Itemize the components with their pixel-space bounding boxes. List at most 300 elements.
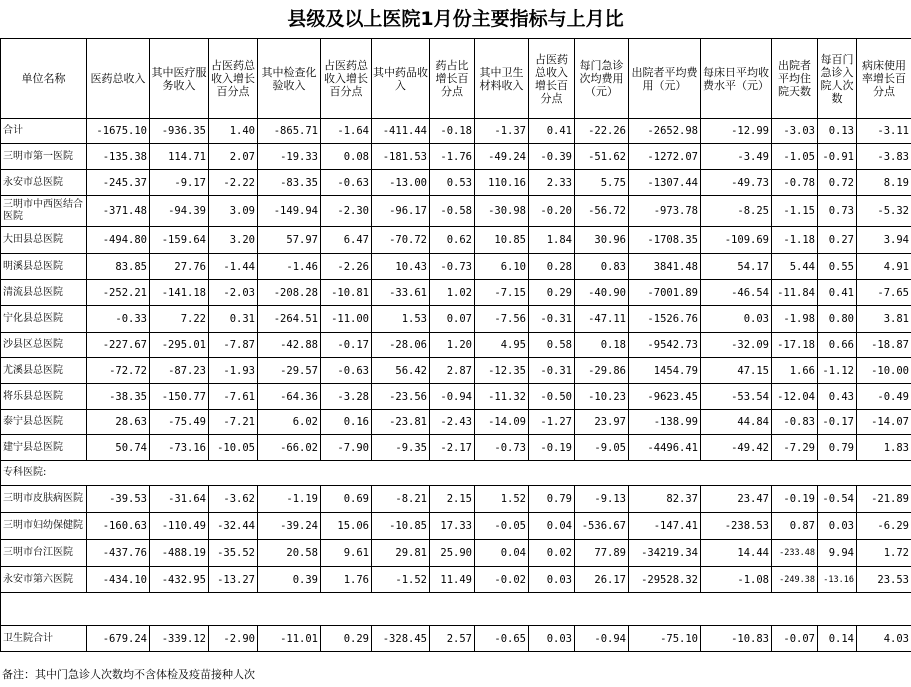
value-cell: 3.09 — [209, 196, 258, 227]
value-cell: -109.69 — [701, 227, 772, 254]
table-row — [1, 410, 911, 435]
value-cell: -35.52 — [209, 540, 258, 567]
section-row — [1, 461, 911, 486]
value-cell: -7.15 — [475, 280, 529, 306]
header-row — [1, 39, 911, 119]
value-cell: -432.95 — [150, 567, 209, 593]
value-cell: 0.72 — [818, 170, 857, 196]
value-cell: -11.32 — [475, 384, 529, 410]
unit-name-cell: 三明市妇幼保健院 — [1, 513, 87, 540]
value-cell: 0.02 — [529, 540, 575, 567]
value-cell: 1.83 — [857, 435, 911, 461]
value-cell: -72.72 — [87, 358, 150, 384]
value-cell — [629, 461, 701, 486]
header-cell: 每门急诊次均费用（元） — [575, 39, 629, 119]
value-cell: -411.44 — [372, 119, 430, 144]
value-cell: 25.90 — [430, 540, 475, 567]
value-cell: -181.53 — [372, 144, 430, 170]
value-cell: 0.04 — [529, 513, 575, 540]
value-cell: 0.41 — [818, 280, 857, 306]
header-cell: 其中检查化验收入 — [258, 39, 321, 119]
value-cell: 0.14 — [818, 626, 857, 652]
value-cell: -70.72 — [372, 227, 430, 254]
header-cell: 单位名称 — [1, 39, 87, 119]
value-cell: 4.95 — [475, 333, 529, 358]
value-cell: -160.63 — [87, 513, 150, 540]
value-cell: -138.99 — [629, 410, 701, 435]
value-cell: -1.18 — [772, 227, 818, 254]
value-cell: -0.31 — [529, 306, 575, 333]
value-cell: -9542.73 — [629, 333, 701, 358]
value-cell: -40.90 — [575, 280, 629, 306]
spacer-row — [1, 593, 911, 626]
value-cell: -42.88 — [258, 333, 321, 358]
value-cell: -3.49 — [701, 144, 772, 170]
value-cell: -2.30 — [321, 196, 372, 227]
value-cell: -0.07 — [772, 626, 818, 652]
value-cell: 30.96 — [575, 227, 629, 254]
value-cell: -1.19 — [258, 486, 321, 513]
value-cell: 0.43 — [818, 384, 857, 410]
value-cell — [209, 593, 258, 626]
value-cell: -11.01 — [258, 626, 321, 652]
value-cell: -147.41 — [629, 513, 701, 540]
value-cell — [430, 593, 475, 626]
value-cell: -494.80 — [87, 227, 150, 254]
header-cell: 病床使用率增长百分点 — [857, 39, 911, 119]
value-cell: -7.87 — [209, 333, 258, 358]
value-cell: -33.61 — [372, 280, 430, 306]
value-cell: -7001.89 — [629, 280, 701, 306]
value-cell: 4.91 — [857, 254, 911, 280]
value-cell: -0.18 — [430, 119, 475, 144]
table-row — [1, 227, 911, 254]
value-cell: -73.16 — [150, 435, 209, 461]
value-cell: -7.56 — [475, 306, 529, 333]
value-cell: -29528.32 — [629, 567, 701, 593]
value-cell: -64.36 — [258, 384, 321, 410]
value-cell: -3.62 — [209, 486, 258, 513]
value-cell: -2.03 — [209, 280, 258, 306]
value-cell: -0.49 — [857, 384, 911, 410]
value-cell: -49.73 — [701, 170, 772, 196]
value-cell: -0.20 — [529, 196, 575, 227]
value-cell: -12.99 — [701, 119, 772, 144]
value-cell: -8.25 — [701, 196, 772, 227]
value-cell — [857, 593, 911, 626]
value-cell: -1272.07 — [629, 144, 701, 170]
value-cell: 14.44 — [701, 540, 772, 567]
value-cell: 1.40 — [209, 119, 258, 144]
footnote: 备注：其中门急诊人次数均不含体检及疫苗接种人次 — [2, 668, 255, 681]
value-cell: 110.16 — [475, 170, 529, 196]
value-cell: -13.16 — [818, 567, 857, 593]
value-cell: -75.49 — [150, 410, 209, 435]
value-cell: -39.24 — [258, 513, 321, 540]
value-cell: -9623.45 — [629, 384, 701, 410]
value-cell: -0.83 — [772, 410, 818, 435]
value-cell: 0.55 — [818, 254, 857, 280]
value-cell: -4496.41 — [629, 435, 701, 461]
value-cell: -328.45 — [372, 626, 430, 652]
value-cell: -3.28 — [321, 384, 372, 410]
value-cell: -87.23 — [150, 358, 209, 384]
value-cell: -2.90 — [209, 626, 258, 652]
table-row — [1, 170, 911, 196]
value-cell — [529, 461, 575, 486]
header-cell: 其中医疗服务收入 — [150, 39, 209, 119]
value-cell: -1.93 — [209, 358, 258, 384]
value-cell: 0.03 — [701, 306, 772, 333]
unit-name-cell: 明溪县总医院 — [1, 254, 87, 280]
header-cell: 占医药总收入增长百分点 — [209, 39, 258, 119]
value-cell: 0.03 — [529, 567, 575, 593]
header-cell: 每床日平均收费水平（元） — [701, 39, 772, 119]
value-cell — [321, 593, 372, 626]
value-cell: -11.84 — [772, 280, 818, 306]
value-cell: 0.41 — [529, 119, 575, 144]
value-cell: 9.61 — [321, 540, 372, 567]
value-cell: 10.43 — [372, 254, 430, 280]
header-cell: 医药总收入 — [87, 39, 150, 119]
table-row — [1, 119, 911, 144]
value-cell — [772, 593, 818, 626]
value-cell: 9.94 — [818, 540, 857, 567]
table-row — [1, 384, 911, 410]
value-cell: 23.47 — [701, 486, 772, 513]
value-cell: 0.08 — [321, 144, 372, 170]
header-cell: 占医药总收入增长百分点 — [529, 39, 575, 119]
value-cell: 0.29 — [529, 280, 575, 306]
value-cell — [475, 593, 529, 626]
value-cell: 11.49 — [430, 567, 475, 593]
table-row — [1, 626, 911, 652]
value-cell: -1.76 — [430, 144, 475, 170]
value-cell: 15.06 — [321, 513, 372, 540]
value-cell: -47.11 — [575, 306, 629, 333]
value-cell — [430, 461, 475, 486]
value-cell: -0.17 — [321, 333, 372, 358]
value-cell: -22.26 — [575, 119, 629, 144]
value-cell: 10.85 — [475, 227, 529, 254]
value-cell: -39.53 — [87, 486, 150, 513]
value-cell: -159.64 — [150, 227, 209, 254]
value-cell: 2.15 — [430, 486, 475, 513]
value-cell: -1708.35 — [629, 227, 701, 254]
value-cell: -0.39 — [529, 144, 575, 170]
value-cell: 0.62 — [430, 227, 475, 254]
table-row — [1, 486, 911, 513]
value-cell: -1307.44 — [629, 170, 701, 196]
value-cell: -1.98 — [772, 306, 818, 333]
value-cell: -29.57 — [258, 358, 321, 384]
value-cell: 0.04 — [475, 540, 529, 567]
value-cell: 1.52 — [475, 486, 529, 513]
value-cell: 1.20 — [430, 333, 475, 358]
value-cell: -12.35 — [475, 358, 529, 384]
value-cell: -13.27 — [209, 567, 258, 593]
value-cell: -0.73 — [430, 254, 475, 280]
value-cell: -208.28 — [258, 280, 321, 306]
unit-name-cell: 清流县总医院 — [1, 280, 87, 306]
value-cell: -865.71 — [258, 119, 321, 144]
value-cell: -0.73 — [475, 435, 529, 461]
value-cell — [209, 461, 258, 486]
value-cell — [857, 461, 911, 486]
value-cell — [575, 593, 629, 626]
value-cell: -245.37 — [87, 170, 150, 196]
value-cell: -12.04 — [772, 384, 818, 410]
value-cell: 5.75 — [575, 170, 629, 196]
header-cell: 每百门急诊入院人次数 — [818, 39, 857, 119]
value-cell: 57.97 — [258, 227, 321, 254]
value-cell: -1.12 — [818, 358, 857, 384]
value-cell: 2.57 — [430, 626, 475, 652]
value-cell: -49.42 — [701, 435, 772, 461]
header-cell: 其中药品收入 — [372, 39, 430, 119]
value-cell: -2.43 — [430, 410, 475, 435]
value-cell: 0.31 — [209, 306, 258, 333]
value-cell: -7.29 — [772, 435, 818, 461]
value-cell: 77.89 — [575, 540, 629, 567]
value-cell: -10.05 — [209, 435, 258, 461]
value-cell: -1.64 — [321, 119, 372, 144]
value-cell: -10.83 — [701, 626, 772, 652]
header-cell: 其中卫生材料收入 — [475, 39, 529, 119]
unit-name-cell: 沙县区总医院 — [1, 333, 87, 358]
value-cell: 2.07 — [209, 144, 258, 170]
value-cell: -32.44 — [209, 513, 258, 540]
unit-name-cell: 三明市皮肤病医院 — [1, 486, 87, 513]
value-cell: -53.54 — [701, 384, 772, 410]
header-cell: 出院者平均费用（元） — [629, 39, 701, 119]
value-cell: 0.87 — [772, 513, 818, 540]
value-cell: -9.13 — [575, 486, 629, 513]
value-cell — [818, 593, 857, 626]
value-cell: 0.03 — [818, 513, 857, 540]
value-cell: -0.63 — [321, 358, 372, 384]
value-cell: 23.97 — [575, 410, 629, 435]
value-cell: -679.24 — [87, 626, 150, 652]
unit-name-cell: 永安市第六医院 — [1, 567, 87, 593]
unit-name-cell: 三明市台江医院 — [1, 540, 87, 567]
value-cell: -536.67 — [575, 513, 629, 540]
value-cell: -3.03 — [772, 119, 818, 144]
value-cell: -94.39 — [150, 196, 209, 227]
value-cell: -21.89 — [857, 486, 911, 513]
value-cell: -17.18 — [772, 333, 818, 358]
value-cell: 0.29 — [321, 626, 372, 652]
value-cell — [150, 461, 209, 486]
value-cell: -149.94 — [258, 196, 321, 227]
table-row — [1, 435, 911, 461]
value-cell — [701, 593, 772, 626]
value-cell: -2652.98 — [629, 119, 701, 144]
value-cell: -96.17 — [372, 196, 430, 227]
value-cell: -10.85 — [372, 513, 430, 540]
page-title: 县级及以上医院1月份主要指标与上月比 — [287, 8, 624, 30]
value-cell: -150.77 — [150, 384, 209, 410]
value-cell: -28.06 — [372, 333, 430, 358]
value-cell: -0.63 — [321, 170, 372, 196]
value-cell: -23.56 — [372, 384, 430, 410]
value-cell: -14.09 — [475, 410, 529, 435]
value-cell: 0.73 — [818, 196, 857, 227]
value-cell: 1.02 — [430, 280, 475, 306]
unit-name-cell: 将乐县总医院 — [1, 384, 87, 410]
value-cell: -0.58 — [430, 196, 475, 227]
value-cell: -339.12 — [150, 626, 209, 652]
value-cell: -56.72 — [575, 196, 629, 227]
value-cell: -13.00 — [372, 170, 430, 196]
value-cell — [258, 461, 321, 486]
indicator-table — [0, 38, 911, 652]
value-cell: 29.81 — [372, 540, 430, 567]
value-cell — [321, 461, 372, 486]
value-cell: 54.17 — [701, 254, 772, 280]
value-cell: -2.22 — [209, 170, 258, 196]
unit-name-cell: 建宁县总医院 — [1, 435, 87, 461]
value-cell: -2.17 — [430, 435, 475, 461]
value-cell — [87, 593, 150, 626]
value-cell: 23.53 — [857, 567, 911, 593]
value-cell: 7.22 — [150, 306, 209, 333]
value-cell: 3.20 — [209, 227, 258, 254]
value-cell: -1.52 — [372, 567, 430, 593]
value-cell: -488.19 — [150, 540, 209, 567]
value-cell: -295.01 — [150, 333, 209, 358]
value-cell: 0.79 — [529, 486, 575, 513]
value-cell: -1.46 — [258, 254, 321, 280]
value-cell: 0.69 — [321, 486, 372, 513]
value-cell: -49.24 — [475, 144, 529, 170]
value-cell: -46.54 — [701, 280, 772, 306]
value-cell: -0.65 — [475, 626, 529, 652]
value-cell: -227.67 — [87, 333, 150, 358]
value-cell: -1.44 — [209, 254, 258, 280]
value-cell: -0.05 — [475, 513, 529, 540]
value-cell: -0.02 — [475, 567, 529, 593]
value-cell: -5.32 — [857, 196, 911, 227]
value-cell: 1.72 — [857, 540, 911, 567]
value-cell: 3841.48 — [629, 254, 701, 280]
value-cell: -233.48 — [772, 540, 818, 567]
value-cell: 6.47 — [321, 227, 372, 254]
value-cell: -0.91 — [818, 144, 857, 170]
unit-name-cell: 三明市中西医结合医院 — [1, 196, 87, 227]
value-cell: 2.33 — [529, 170, 575, 196]
value-cell: -1.05 — [772, 144, 818, 170]
value-cell: -1675.10 — [87, 119, 150, 144]
value-cell: -0.54 — [818, 486, 857, 513]
value-cell: -83.35 — [258, 170, 321, 196]
value-cell: -23.81 — [372, 410, 430, 435]
value-cell: -973.78 — [629, 196, 701, 227]
value-cell: -0.78 — [772, 170, 818, 196]
value-cell: -0.19 — [529, 435, 575, 461]
header-cell: 占医药总收入增长百分点 — [321, 39, 372, 119]
value-cell — [529, 593, 575, 626]
header-cell: 药占比增长百分点 — [430, 39, 475, 119]
value-cell: 8.19 — [857, 170, 911, 196]
value-cell: 0.07 — [430, 306, 475, 333]
value-cell: -51.62 — [575, 144, 629, 170]
value-cell: -9.05 — [575, 435, 629, 461]
unit-name-cell: 大田县总医院 — [1, 227, 87, 254]
value-cell: -252.21 — [87, 280, 150, 306]
value-cell: 3.94 — [857, 227, 911, 254]
value-cell: -437.76 — [87, 540, 150, 567]
value-cell: -6.29 — [857, 513, 911, 540]
value-cell: 0.66 — [818, 333, 857, 358]
unit-name-cell: 尤溪县总医院 — [1, 358, 87, 384]
value-cell: -10.81 — [321, 280, 372, 306]
value-cell: 5.44 — [772, 254, 818, 280]
value-cell: 0.16 — [321, 410, 372, 435]
value-cell: -1.08 — [701, 567, 772, 593]
value-cell — [87, 461, 150, 486]
value-cell: -11.00 — [321, 306, 372, 333]
value-cell: -2.26 — [321, 254, 372, 280]
table-row — [1, 196, 911, 227]
value-cell: -8.21 — [372, 486, 430, 513]
value-cell: -30.98 — [475, 196, 529, 227]
value-cell: 0.27 — [818, 227, 857, 254]
value-cell: -18.87 — [857, 333, 911, 358]
value-cell: -9.17 — [150, 170, 209, 196]
value-cell: 0.28 — [529, 254, 575, 280]
value-cell: -0.94 — [575, 626, 629, 652]
value-cell: -0.94 — [430, 384, 475, 410]
value-cell — [372, 461, 430, 486]
table-row — [1, 254, 911, 280]
unit-name-cell: 三明市第一医院 — [1, 144, 87, 170]
value-cell: -1.27 — [529, 410, 575, 435]
table-row — [1, 513, 911, 540]
value-cell: 83.85 — [87, 254, 150, 280]
value-cell: -31.64 — [150, 486, 209, 513]
value-cell: 1.66 — [772, 358, 818, 384]
value-cell: 20.58 — [258, 540, 321, 567]
value-cell: -10.23 — [575, 384, 629, 410]
value-cell: 82.37 — [629, 486, 701, 513]
value-cell: 0.79 — [818, 435, 857, 461]
value-cell — [575, 461, 629, 486]
value-cell: -38.35 — [87, 384, 150, 410]
value-cell: -14.07 — [857, 410, 911, 435]
unit-name-cell — [1, 593, 87, 626]
value-cell: -249.38 — [772, 567, 818, 593]
value-cell: -264.51 — [258, 306, 321, 333]
value-cell: 0.53 — [430, 170, 475, 196]
value-cell — [629, 593, 701, 626]
value-cell: 0.13 — [818, 119, 857, 144]
value-cell: 0.03 — [529, 626, 575, 652]
value-cell: -1.37 — [475, 119, 529, 144]
table-row — [1, 280, 911, 306]
unit-name-cell: 永安市总医院 — [1, 170, 87, 196]
value-cell: 27.76 — [150, 254, 209, 280]
value-cell: -141.18 — [150, 280, 209, 306]
value-cell: 0.83 — [575, 254, 629, 280]
value-cell: -34219.34 — [629, 540, 701, 567]
value-cell: -3.11 — [857, 119, 911, 144]
value-cell: 114.71 — [150, 144, 209, 170]
table-row — [1, 540, 911, 567]
value-cell: -110.49 — [150, 513, 209, 540]
value-cell — [701, 461, 772, 486]
value-cell: 3.81 — [857, 306, 911, 333]
